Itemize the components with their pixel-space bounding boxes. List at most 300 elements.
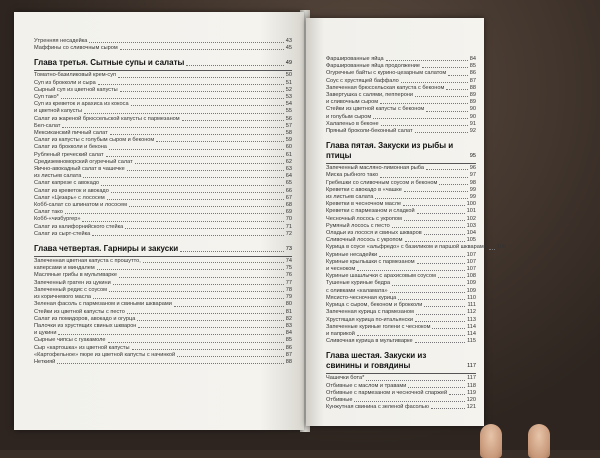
dot-leader <box>439 184 467 185</box>
dot-leader <box>106 156 284 157</box>
dot-leader <box>174 306 284 307</box>
toc-entry <box>326 404 476 411</box>
toc-entry <box>326 259 476 266</box>
chapter-6-heading <box>326 351 476 371</box>
dot-leader <box>424 234 465 235</box>
toc-entry-page: 71 <box>285 223 292 230</box>
toc-entry <box>34 345 292 352</box>
toc-entry <box>326 216 476 223</box>
toc-entry-page: 65 <box>285 180 292 187</box>
toc-entry-title: Запеченный гратен из цукини <box>34 279 111 286</box>
toc-entry-title: и цукини <box>34 330 57 337</box>
toc-entry <box>34 87 292 94</box>
toc-entry-page: 102 <box>466 215 476 222</box>
toc-entry <box>326 280 476 287</box>
toc-entry-title: Салат из помидоров, авокадо и огурца <box>34 315 136 322</box>
toc-entry-title: Румяный лосось с песто <box>326 222 390 229</box>
chapter-5-page: 95 <box>469 153 476 160</box>
dot-leader <box>119 277 284 278</box>
toc-entry <box>34 323 292 330</box>
dot-leader <box>424 306 465 307</box>
toc-entry <box>34 137 292 144</box>
toc-entry <box>34 180 292 187</box>
toc-entry <box>326 295 476 302</box>
toc-entry-page: 81 <box>285 308 292 315</box>
toc-entry <box>326 128 476 135</box>
chapter-3-heading <box>34 58 292 68</box>
toc-entry <box>34 309 292 316</box>
toc-entry-title: Отбивные с маслом и травами <box>326 382 407 389</box>
dot-leader <box>401 82 468 83</box>
dot-leader <box>108 342 284 343</box>
toc-entry <box>34 337 292 344</box>
dot-leader <box>386 60 468 61</box>
toc-entry <box>34 224 292 231</box>
toc-entry-page: 57 <box>285 122 292 129</box>
toc-entry-page: 64 <box>285 173 292 180</box>
toc-entry-title: и чесноком <box>326 266 356 273</box>
toc-entry-page: 86 <box>469 70 476 77</box>
toc-entry-page: 99 <box>469 186 476 193</box>
toc-entry-page: 67 <box>285 194 292 201</box>
toc-entry <box>34 195 292 202</box>
dot-leader <box>156 141 284 142</box>
dot-leader <box>415 321 465 322</box>
toc-entry-title: Сливочная курица в мультиварке <box>326 338 413 345</box>
dot-leader <box>84 113 284 114</box>
toc-entry <box>34 72 292 79</box>
dot-leader <box>426 111 467 112</box>
toc-entry-page: 77 <box>285 279 292 286</box>
toc-entry-page: 85 <box>469 63 476 70</box>
toc-entry-page: 51 <box>285 79 292 86</box>
toc-entry-page: 74 <box>285 258 292 265</box>
toc-entry-page: 89 <box>469 99 476 106</box>
toc-entry-title: Сырный суп из цветной капусты <box>34 86 118 93</box>
dot-leader <box>138 327 283 328</box>
dot-leader <box>93 298 284 299</box>
toc-entry <box>34 330 292 337</box>
dot-leader <box>82 221 283 222</box>
toc-entry <box>34 202 292 209</box>
toc-entry-page: 97 <box>469 172 476 179</box>
dot-leader <box>489 249 495 250</box>
toc-entry-page: 120 <box>466 396 476 403</box>
toc-entry-title: Сливочный лосось с укропом <box>326 237 403 244</box>
toc-entry <box>326 324 476 331</box>
toc-entry-page: 109 <box>466 280 476 287</box>
toc-entry <box>34 123 292 130</box>
toc-entry-page: 96 <box>469 165 476 172</box>
toc-entry-title: Зеленая фасоль с пармезаном и свиными шкварами <box>34 301 172 308</box>
left-toc <box>34 38 292 366</box>
toc-entry <box>34 265 292 272</box>
toc-entry-title: Курица с сыром, беконом и брокколи <box>326 302 423 309</box>
toc-entry-title: Суп тако* <box>34 94 59 101</box>
toc-entry-page: 66 <box>285 187 292 194</box>
toc-entry-page: 86 <box>285 344 292 351</box>
toc-entry-page: 62 <box>285 158 292 165</box>
toc-entry <box>34 108 292 115</box>
toc-entry-title: и сливочным сыром <box>326 99 379 106</box>
toc-entry <box>326 187 476 194</box>
dot-leader <box>354 401 464 402</box>
toc-entry <box>34 94 292 101</box>
dot-leader <box>448 75 468 76</box>
toc-entry-page: 110 <box>467 294 476 301</box>
chapter-5-title: Глава пятая. Закуски из рыбы и птицы <box>326 141 454 161</box>
dot-leader <box>381 125 468 126</box>
toc-entry-title: Курица в соусе «альфредо» с базиликом и паршой шкварами <box>326 244 487 251</box>
toc-entry <box>326 165 476 172</box>
toc-entry-title: Кобб-салат со шпинатом и лососем <box>34 202 128 209</box>
dot-leader <box>415 132 468 133</box>
toc-entry-title: Суп из креветок и арахиса из кокоса <box>34 101 129 108</box>
dot-leader <box>83 177 283 178</box>
toc-entry <box>326 288 476 295</box>
toc-entry <box>326 375 476 382</box>
toc-entry-page: 88 <box>469 84 476 91</box>
toc-entry-title: Кобб-«чизбургер» <box>34 216 81 223</box>
dot-leader <box>404 191 468 192</box>
toc-entry-title: Сыр «картошка» из цветной капусты <box>34 344 130 351</box>
dot-leader <box>379 256 464 257</box>
dot-leader <box>125 228 283 229</box>
toc-entry-page: 75 <box>285 265 292 272</box>
toc-entry <box>326 194 476 201</box>
toc-entry <box>34 216 292 223</box>
toc-entry-title: Оладьи из лосося и свиных шкваров <box>326 230 422 237</box>
toc-entry-title: Запеченный редис с соусом <box>34 286 107 293</box>
toc-entry-title: Чашечки бота* <box>326 375 365 382</box>
dot-leader <box>366 380 465 381</box>
dot-leader <box>107 199 284 200</box>
dot-leader <box>431 408 465 409</box>
chapter-3-title: Глава третья. Сытные супы и салаты <box>34 58 185 68</box>
toc-entry-page: 109 <box>466 287 476 294</box>
dot-leader <box>438 277 465 278</box>
dot-leader <box>405 241 465 242</box>
toc-entry <box>34 159 292 166</box>
toc-entry-title: Гребешки со сливочным соусом и беконом <box>326 179 438 186</box>
toc-entry-title: Соус с хрустящей баффало <box>326 77 399 84</box>
toc-entry-title: Хрустящая курица по-итальянски <box>326 316 413 323</box>
toc-entry-page: 52 <box>285 86 292 93</box>
dot-leader <box>357 270 464 271</box>
toc-entry-page: 117 <box>467 375 476 382</box>
dot-leader <box>426 169 468 170</box>
toc-entry <box>34 352 292 359</box>
dot-leader <box>449 394 465 395</box>
dot-leader <box>127 170 284 171</box>
dot-leader <box>118 77 284 78</box>
toc-entry-page: 80 <box>285 301 292 308</box>
toc-entry-page: 55 <box>285 108 292 115</box>
toc-entry-page: 107 <box>466 266 476 273</box>
toc-entry-page: 104 <box>466 230 476 237</box>
toc-entry-title: и голубым сыром <box>326 113 372 120</box>
toc-entry-title: Салат тако <box>34 209 63 216</box>
toc-entry-title: Отбивные с пармезаном и чесночной спаржей <box>326 389 448 396</box>
toc-entry-page: 68 <box>285 202 292 209</box>
toc-entry-title: Салат из сырт-стейка <box>34 230 91 237</box>
toc-entry-page: 69 <box>285 209 292 216</box>
toc-entry <box>326 208 476 215</box>
toc-entry <box>326 309 476 316</box>
finger-right <box>528 424 550 458</box>
toc-entry-title: Огуречные байты с курино-цезарным салатом <box>326 70 447 77</box>
toc-entry-page: 105 <box>466 237 476 244</box>
toc-entry <box>326 106 476 113</box>
toc-entry-title: Маффины со сливочным сыром <box>34 45 118 52</box>
toc-entry-title: Стейки из цветной капусты с беконом <box>326 106 425 113</box>
toc-entry-title: Куриные шашлычки с арахисовым соусом <box>326 273 436 280</box>
right-toc <box>326 56 507 411</box>
toc-entry <box>326 172 476 179</box>
dot-leader <box>446 89 467 90</box>
toc-entry-title: Креветки с авокадо в «чашке <box>326 186 402 193</box>
toc-entry-title: из листьев салата <box>34 173 82 180</box>
left-page <box>14 12 304 430</box>
toc-entry <box>34 272 292 279</box>
toc-entry <box>34 38 292 45</box>
toc-entry-page: 113 <box>467 316 476 323</box>
dot-leader <box>357 335 465 336</box>
dot-leader <box>375 198 467 199</box>
toc-entry-title: Масляные грибы в мультиварке <box>34 272 118 279</box>
dot-leader <box>177 356 284 357</box>
toc-entry <box>34 173 292 180</box>
dot-leader <box>109 291 284 292</box>
toc-entry <box>34 359 292 366</box>
dot-leader <box>61 98 284 99</box>
toc-entry <box>34 209 292 216</box>
dot-leader <box>98 84 284 85</box>
toc-entry <box>326 223 476 230</box>
toc-entry-title: Фаршированные яйца <box>326 56 384 62</box>
toc-entry <box>326 273 476 280</box>
dot-leader <box>380 103 468 104</box>
toc-entry-page: 54 <box>285 101 292 108</box>
dot-leader <box>392 227 465 228</box>
toc-entry <box>34 258 292 265</box>
toc-entry <box>34 130 292 137</box>
dot-leader <box>120 49 284 50</box>
dot-leader <box>380 177 468 178</box>
dot-leader <box>415 96 468 97</box>
toc-entry-page: 118 <box>467 382 476 389</box>
toc-entry-page: 50 <box>285 72 292 79</box>
dot-leader <box>137 320 283 321</box>
toc-entry <box>326 390 476 397</box>
toc-entry-page: 90 <box>469 106 476 113</box>
toc-entry-page: 108 <box>466 273 476 280</box>
dot-leader <box>422 67 468 68</box>
toc-entry <box>326 92 476 99</box>
toc-entry-title: «Картофельное» пюре из цветной капусты с начинкой <box>34 351 176 358</box>
toc-entry-title: из листьев салата <box>326 194 374 201</box>
toc-entry-page: 99 <box>469 194 476 201</box>
toc-entry-page: 100 <box>466 201 476 208</box>
dot-leader <box>57 363 284 364</box>
finger-left <box>480 424 502 458</box>
toc-entry-page: 103 <box>466 222 476 229</box>
toc-entry-page: 101 <box>466 208 476 215</box>
toc-entry-page: 84 <box>285 330 292 337</box>
toc-entry-title: Томатно-базиликовый крем-суп <box>34 72 117 79</box>
toc-entry-title: Стейки из цветной капусты с песто <box>34 308 125 315</box>
dot-leader <box>120 91 284 92</box>
toc-entry-page: 90 <box>469 113 476 120</box>
toc-entry-title: и паприкой <box>326 330 355 337</box>
toc-entry <box>34 287 292 294</box>
toc-entry-title: Чесночный лосось с укропом <box>326 215 402 222</box>
toc-entry-title: Тушеные куриные бедра <box>326 280 391 287</box>
toc-entry-page: 53 <box>285 94 292 101</box>
toc-entry-title: Яично-авокадный салат в чашечке <box>34 166 125 173</box>
toc-entry <box>326 121 476 128</box>
toc-entry-page: 91 <box>469 120 476 127</box>
toc-entry-title: Отбивные <box>326 396 353 403</box>
toc-entry-page: 112 <box>467 309 476 316</box>
toc-entry-title: Кунжутная свинина с зеленой фасолью <box>326 404 429 411</box>
toc-entry <box>34 116 292 123</box>
toc-entry-page: 107 <box>466 258 476 265</box>
toc-entry <box>326 78 476 85</box>
toc-entry <box>34 80 292 87</box>
chapter-6-title: Глава шестая. Закуски из свинины и говядины <box>326 351 427 371</box>
toc-entry-title: Халапеньо в беконе <box>326 120 379 127</box>
toc-entry-page: 89 <box>469 92 476 99</box>
toc-entry <box>326 338 476 345</box>
toc-entry-title: Бел-салат <box>34 122 61 129</box>
toc-entry-title: Креветки с пармезаном и сладкой <box>326 208 415 215</box>
toc-entry <box>326 252 476 259</box>
toc-entry-title: Палочки из хрустящих свиных шкварон <box>34 322 137 329</box>
dot-leader <box>143 262 284 263</box>
toc-entry-page: 45 <box>285 45 292 52</box>
toc-entry <box>34 294 292 301</box>
toc-entry-page: 58 <box>285 130 292 137</box>
toc-entry <box>326 317 476 324</box>
toc-entry-title: Миска рыбного тако <box>326 172 379 179</box>
dot-leader <box>129 206 284 207</box>
toc-entry-page: 61 <box>285 151 292 158</box>
toc-entry-title: Салат из жареной брюссельской капусты с пармезаном <box>34 115 180 122</box>
toc-entry-page: 70 <box>285 216 292 223</box>
dot-leader <box>109 149 284 150</box>
chapter-4-heading <box>34 244 292 254</box>
dot-leader <box>92 235 283 236</box>
toc-entry-title: Запеченные куриные голени с чесноком <box>326 323 431 330</box>
toc-entry-title: Салат «Цезарь» с лососем <box>34 194 105 201</box>
toc-entry-title: Запеченная брюссельская капуста с беконом <box>326 84 445 91</box>
toc-entry-page: 72 <box>285 230 292 237</box>
toc-entry <box>326 180 476 187</box>
toc-entry-page: 114 <box>467 330 476 337</box>
toc-entry-title: и цветной капусты <box>34 108 82 115</box>
toc-entry-page: 87 <box>469 77 476 84</box>
dot-leader <box>373 118 468 119</box>
toc-entry-page: 60 <box>285 144 292 151</box>
toc-entry <box>34 231 292 238</box>
chapter-4-title: Глава четвертая. Гарниры и закуски <box>34 244 179 254</box>
toc-entry-title: Мясисто-чесночная курица <box>326 294 397 301</box>
toc-entry-title: Неткияй <box>34 358 56 365</box>
toc-entry-title: Салат из брокколи и бекона <box>34 144 107 151</box>
dot-leader <box>131 105 284 106</box>
toc-entry <box>34 316 292 323</box>
dot-leader <box>415 342 465 343</box>
toc-entry-page: 121 <box>466 404 476 411</box>
toc-entry-title: Запеченная цветная капуста с прошутто, <box>34 258 141 265</box>
toc-entry-title: Салат из креветок и авокадо <box>34 187 109 194</box>
toc-entry-page: 88 <box>285 358 292 365</box>
toc-entry-title: Куриные несадейки <box>326 251 378 258</box>
toc-entry-title: Сырные чипсы с гуакамоле <box>34 337 106 344</box>
toc-entry <box>34 152 292 159</box>
toc-entry <box>326 114 476 121</box>
toc-entry-title: Фаршированные яйца продолжение <box>326 63 421 70</box>
toc-entry-page: 98 <box>469 179 476 186</box>
toc-entry <box>326 244 507 251</box>
dot-leader <box>101 185 284 186</box>
toc-entry <box>326 383 476 390</box>
dot-leader <box>127 313 284 314</box>
toc-entry-page: 78 <box>285 286 292 293</box>
toc-entry-title: Суп из брокколи и сыра <box>34 79 96 86</box>
right-page <box>306 18 507 426</box>
toc-entry-page: 79 <box>285 294 292 301</box>
toc-entry-page: 83 <box>285 322 292 329</box>
toc-entry-title: Рубленый греческий салат <box>34 151 104 158</box>
toc-entry-title: из коричневого масла <box>34 294 91 301</box>
toc-entry <box>34 188 292 195</box>
toc-entry-page: 56 <box>285 115 292 122</box>
dot-leader <box>97 269 284 270</box>
chapter-4-page: 73 <box>285 246 292 253</box>
toc-entry-title: Куриные крылышки с пармезаном <box>326 258 415 265</box>
toc-entry-title: Пряный броколи-беконный салат <box>326 128 413 135</box>
toc-entry-page: 84 <box>469 56 476 62</box>
chapter-5-heading <box>326 141 476 161</box>
dot-leader <box>89 42 283 43</box>
toc-entry-page: 43 <box>285 38 292 44</box>
toc-entry-page: 76 <box>285 272 292 279</box>
toc-entry-page: 111 <box>467 302 476 309</box>
toc-entry-page: 114 <box>467 323 476 330</box>
toc-entry-title: Салат из калифорнийского стейка <box>34 223 124 230</box>
toc-entry-page: 59 <box>285 137 292 144</box>
dot-leader <box>58 334 283 335</box>
dot-leader <box>417 213 465 214</box>
toc-entry <box>326 266 476 273</box>
toc-entry-title: Салат из капусты с голубым сыром и беконом <box>34 137 155 144</box>
dot-leader <box>392 285 465 286</box>
dot-leader <box>135 163 284 164</box>
dot-leader <box>403 205 465 206</box>
toc-entry-title: Мексиканский пичный салат <box>34 130 108 137</box>
chapter-3-page: 49 <box>285 60 292 67</box>
dot-leader <box>390 292 465 293</box>
dot-leader <box>62 127 283 128</box>
toc-entry <box>326 302 476 309</box>
chapter-6-page: 117 <box>467 363 476 370</box>
toc-entry-title: Креветки в чесночном масле <box>326 201 402 208</box>
toc-entry-page: 106 <box>496 244 507 251</box>
toc-entry-title: Салат капрезе с авокадо <box>34 180 100 187</box>
dot-leader <box>398 299 465 300</box>
